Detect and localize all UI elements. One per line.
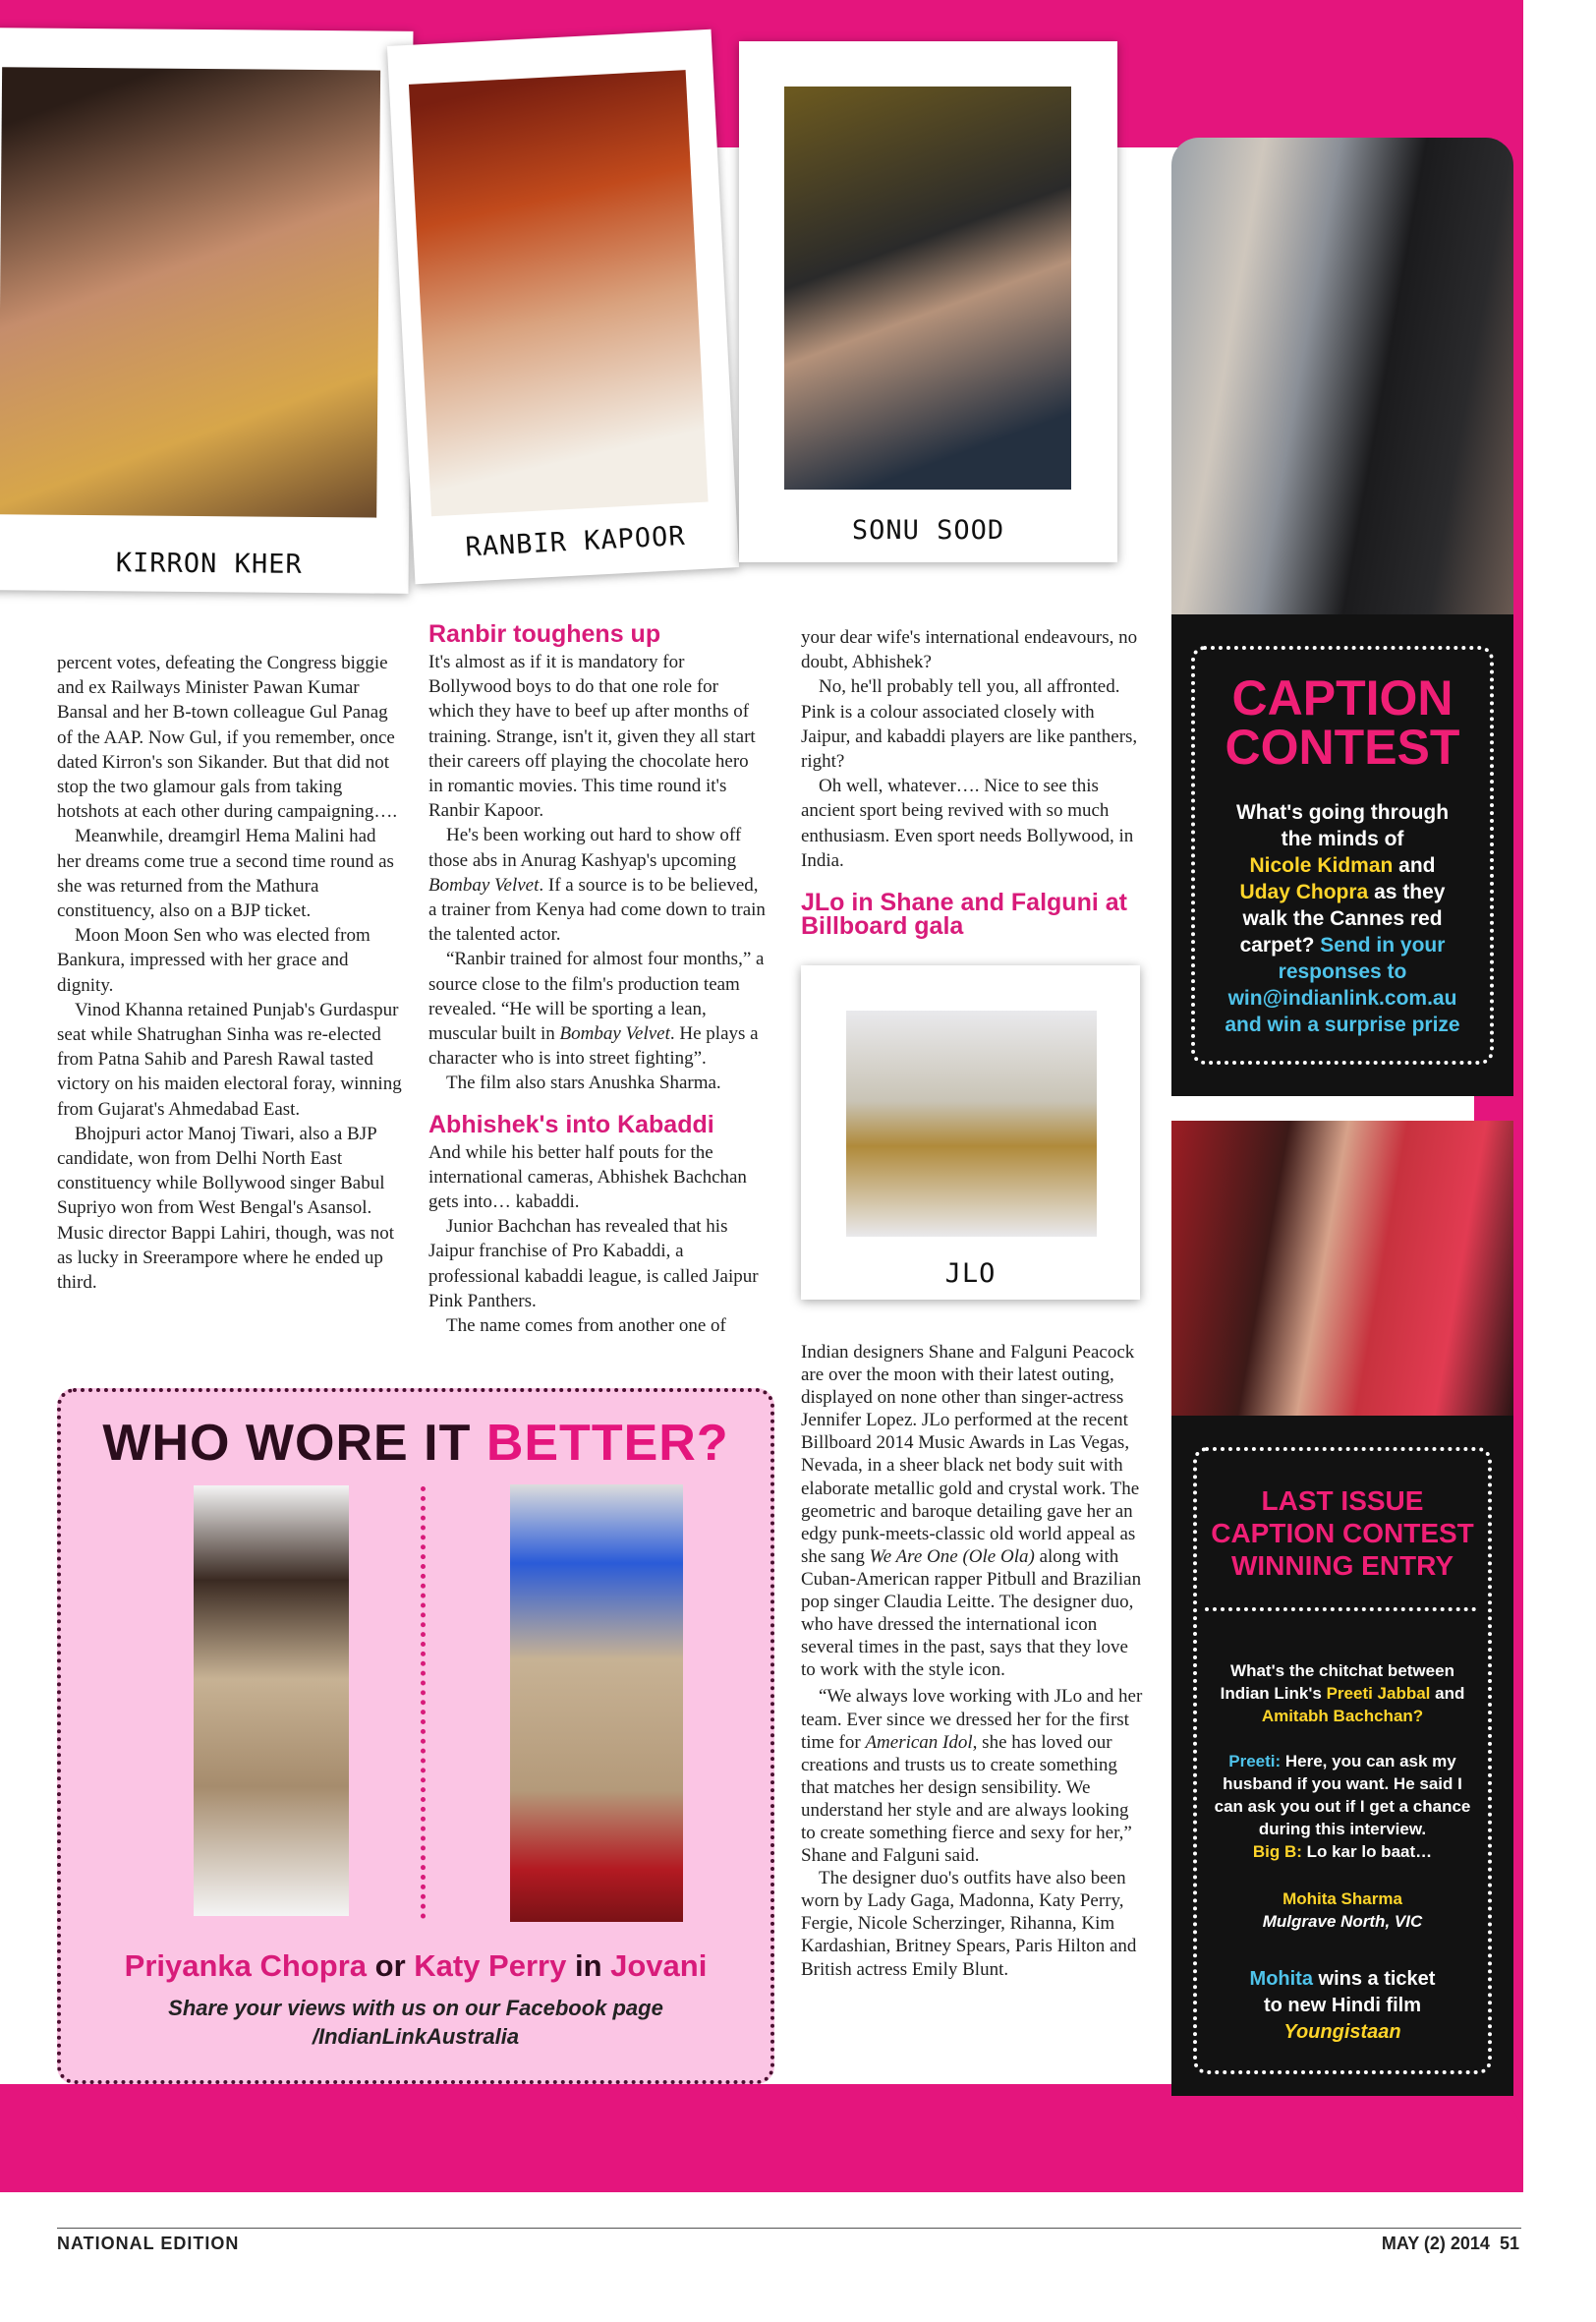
photo-jlo xyxy=(846,1011,1097,1237)
page-number: 51 xyxy=(1499,2234,1519,2253)
last-issue-winner: Mohita Sharma Mulgrave North, VIC xyxy=(1262,1889,1423,1931)
caption-contest-title: CAPTION CONTEST xyxy=(1225,670,1460,775)
issue-and-page: MAY (2) 2014 51 xyxy=(1381,2234,1519,2253)
last-issue-question: What's the chitchat between Indian Link's Preeti Jabbal and Amitabh Bachchan? xyxy=(1220,1661,1465,1725)
who-names: Priyanka Chopra or Katy Perry in Jovani xyxy=(124,1948,708,1983)
article-column-3-bottom: Indian designers Shane and Falguni Peacock are over the moon with their latest outing, displayed on none other than singer-actress Jennifer Lopez. JLo performed at the recent Billboard 2014 Music Awards in Las Vegas, Nevada, in a sheer black net body suit with elaborate metallic gold and crystal work. The geometric and baroque detailing gave her an edgy punk-meets-classic old world appeal as she sang We Are One (Ole Ola) along with Cuban-American rapper Pitbull and Brazilian pop singer Claudia Leitte. The designer duo, who have dressed the international icon several times in the past, says that they love to work with the style icon. “We always love working with JLo and her team. Ever since we dressed her for the first time for American Idol, she has loved our creations and trusts us to create something that matches her design sensibility. We understand her style and are always looking to create something fierce and sexy for her,” Shane and Falguni said. The designer duo's outfits have also been worn by Lady Gaga, Madonna, Katy Perry, Fergie, Nicole Scherzinger, Rihanna, Kim Kardashian, Britney Spears, Paris Hilton and British actress Emily Blunt. xyxy=(801,1342,1143,1980)
last-issue-prize: Mohita wins a ticket to new Hindi film Youngistaan xyxy=(1249,1968,1436,2043)
photo-katy-perry xyxy=(510,1484,683,1922)
who-wore-it-better-panel xyxy=(57,1388,774,2084)
heading-abhishek: Abhishek's into Kabaddi xyxy=(428,1110,714,1138)
who-share: Share your views with us on our Facebook page /IndianLinkAustralia xyxy=(61,1994,770,2051)
last-issue-divider xyxy=(1205,1607,1476,1611)
caption-contest-panel xyxy=(1171,614,1513,1096)
photo-ranbir-kapoor xyxy=(409,70,709,516)
edition-label: NATIONAL EDITION xyxy=(57,2234,240,2253)
caption-jlo: JLO xyxy=(944,1258,997,1289)
photo-sonu-sood xyxy=(784,87,1071,490)
facebook-page-link[interactable]: /IndianLinkAustralia xyxy=(312,2024,520,2049)
caption-sonu-sood: SONU SOOD xyxy=(851,515,1005,546)
photo-priyanka-chopra xyxy=(194,1485,349,1916)
heading-ranbir: Ranbir toughens up xyxy=(428,620,661,648)
last-issue-answer: Preeti: Here, you can ask my husband if you want. He said I can ask you out if I get a chance during this interview. Big B: Lo kar lo baat… xyxy=(1214,1752,1471,1861)
polaroid-ranbir-kapoor xyxy=(387,29,739,585)
photo-amitabh-bachchan-preeti-jabbal xyxy=(1171,1121,1513,1416)
article-column-2: Ranbir toughens up It's almost as if it is mandatory for Bollywood boys to do that one role for which they have to beef up after months of training. Strange, isn't it, given they all start their careers off playing the chocolate hero in romantic movies. This time round it's Ranbir Kapoor. He's been working out hard to show off those abs in Anurag Kashyap's upcoming Bombay Velvet. If a source is to be believed, a trainer from Kenya had come down to train the talented actor. “Ranbir trained for almost four months,” a source close to the film's production team revealed. “He will be sporting a lean, muscular built in Bombay Velvet. He plays a character who is into street fighting”. The film also stars Anushka Sharma. Abhishek's into Kabaddi And while his better half pouts for the international cameras, Abhishek Bachchan gets into… kabaddi. Junior Bachchan has revealed that his Jaipur franchise of Pro Kabaddi, a professional kabaddi league, is called Jaipur Pink Panthers. The name comes from another one of xyxy=(428,621,768,1338)
caption-contest-question: What's going through the minds of Nicole Kidman and Uday Chopra as they walk the Cannes red carpet? Send in your responses to win@indianlink.com.au and win a surprise prize xyxy=(1187,799,1498,1038)
pink-footer-band xyxy=(0,2084,1523,2192)
article-column-3-top: your dear wife's international endeavours, no doubt, Abhishek? No, he'll probably tell you, all affronted. Pink is a colour associated closely with Jaipur, and kabaddi players are like panthers, right? Oh well, whatever…. Nice to see this ancient sport being revived with so much enthusiasm. Even sport needs Bollywood, in India. JLo in Shane and Falguni at Billboard gala xyxy=(801,625,1147,941)
footer-rule xyxy=(57,2228,1521,2229)
polaroid-sonu-sood xyxy=(739,41,1117,562)
last-issue-title: LAST ISSUE CAPTION CONTEST WINNING ENTRY xyxy=(1211,1485,1474,1581)
last-issue-panel xyxy=(1171,1416,1513,2096)
who-divider xyxy=(421,1486,426,1919)
polaroid-kirron-kher xyxy=(0,28,413,594)
heading-jlo: JLo in Shane and Falguni at Billboard gala xyxy=(801,889,1127,941)
caption-ranbir-kapoor: RANBIR KAPOOR xyxy=(464,520,687,563)
article-column-1: percent votes, defeating the Congress biggie and ex Railways Minister Pawan Kumar Bansal and her B-town colleague Gul Panag of the AAP. Now Gul, if you remember, once dated Kirron's son Sikander. But that did not stop the two glamour gals from taking hotshots at each other during campaigning…. Meanwhile, dreamgirl Hema Malini had her dreams come true a second time round as she was returned from the Mathura constituency, also on a BJP ticket. Moon Moon Sen who was elected from Bankura, impressed with her grace and dignity. Vinod Khanna retained Punjab's Gurdaspur seat while Shatrughan Sinha was re-elected from Patna Sahib and Paresh Rawal tasted victory on his maiden electoral foray, winning from Gujarat's Ahmedabad East. Bhojpuri actor Manoj Tiwari, also a BJP candidate, won from Delhi North East constituency while Bollywood singer Babul Supriyo won from West Bengal's Asansol. Music director Bappi Lahiri, though, was not as lucky in Sreerampore where he ended up third. xyxy=(57,653,402,1294)
polaroid-jlo xyxy=(801,965,1140,1300)
photo-kirron-kher xyxy=(0,67,380,517)
caption-kirron-kher: KIRRON KHER xyxy=(115,548,303,580)
contest-email[interactable]: win@indianlink.com.au xyxy=(1227,987,1457,1010)
photo-nicole-kidman-uday-chopra xyxy=(1171,138,1513,614)
who-title: WHO WORE IT BETTER? xyxy=(102,1415,729,1472)
